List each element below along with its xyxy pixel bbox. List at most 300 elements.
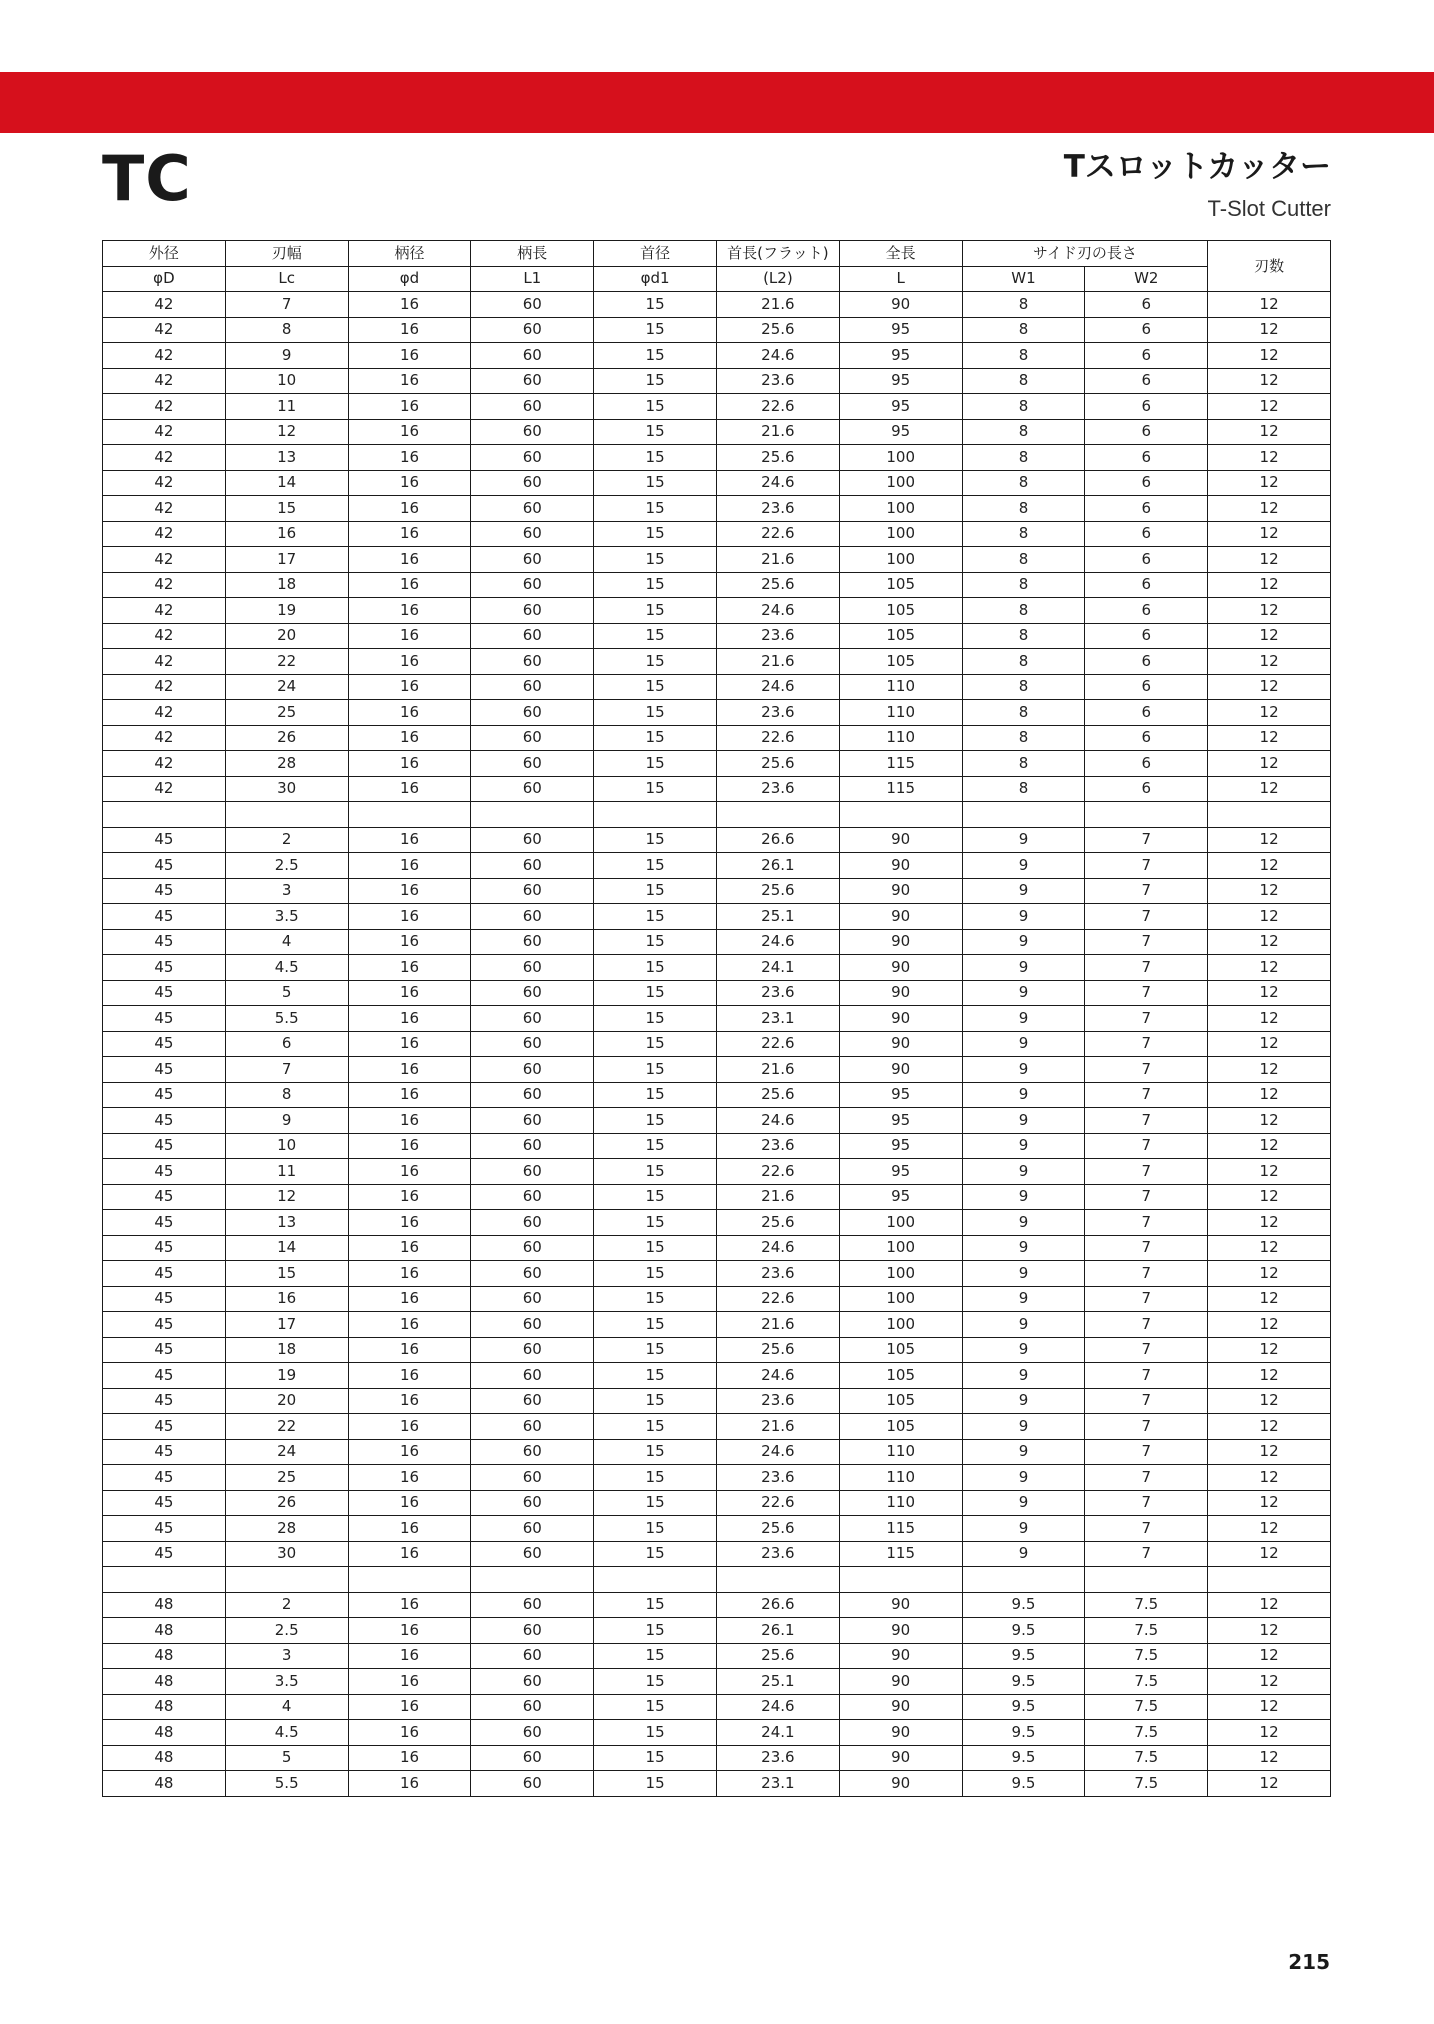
col-symbol: W2 — [1085, 266, 1208, 292]
table-cell: 12 — [1208, 1669, 1331, 1695]
table-cell: 105 — [839, 1337, 962, 1363]
table-cell — [103, 1567, 226, 1593]
table-cell: 15 — [225, 1261, 348, 1287]
table-cell: 12 — [1208, 1720, 1331, 1746]
table-cell: 12 — [1208, 1261, 1331, 1287]
table-cell: 15 — [594, 1057, 717, 1083]
table-cell: 48 — [103, 1771, 226, 1797]
table-cell: 8 — [962, 317, 1085, 343]
table-cell: 9 — [962, 929, 1085, 955]
table-cell: 95 — [839, 419, 962, 445]
col-symbol: Lc — [225, 266, 348, 292]
table-cell: 15 — [594, 980, 717, 1006]
table-cell: 60 — [471, 1133, 594, 1159]
table-cell: 45 — [103, 1286, 226, 1312]
table-cell: 12 — [1208, 598, 1331, 624]
table-cell: 25.6 — [716, 878, 839, 904]
table-cell: 7 — [1085, 1057, 1208, 1083]
table-cell: 60 — [471, 1643, 594, 1669]
table-cell: 15 — [594, 674, 717, 700]
table-cell: 42 — [103, 394, 226, 420]
table-cell: 60 — [471, 419, 594, 445]
table-cell: 15 — [594, 1006, 717, 1032]
table-cell: 105 — [839, 649, 962, 675]
table-cell: 60 — [471, 1592, 594, 1618]
table-cell: 7 — [1085, 1031, 1208, 1057]
table-cell: 9.5 — [962, 1745, 1085, 1771]
table-cell: 15 — [594, 1363, 717, 1389]
table-cell: 15 — [594, 368, 717, 394]
table-cell: 8 — [962, 419, 1085, 445]
table-cell: 15 — [594, 904, 717, 930]
table-cell: 45 — [103, 853, 226, 879]
table-cell: 10 — [225, 368, 348, 394]
table-cell: 16 — [348, 1108, 471, 1134]
table-cell: 115 — [839, 776, 962, 802]
table-cell: 60 — [471, 1465, 594, 1491]
table-cell: 16 — [348, 827, 471, 853]
table-cell: 15 — [594, 955, 717, 981]
table-cell: 16 — [348, 1618, 471, 1644]
table-cell: 15 — [594, 1082, 717, 1108]
table-cell: 42 — [103, 445, 226, 471]
table-cell: 21.6 — [716, 649, 839, 675]
table-cell: 100 — [839, 470, 962, 496]
table-cell: 6 — [1085, 776, 1208, 802]
table-row — [103, 1567, 1331, 1593]
table-cell: 15 — [594, 623, 717, 649]
table-cell: 24.6 — [716, 674, 839, 700]
table-cell: 26 — [225, 725, 348, 751]
table-cell: 15 — [594, 394, 717, 420]
table-row — [103, 292, 1331, 318]
table-cell: 90 — [839, 955, 962, 981]
table-cell: 16 — [348, 955, 471, 981]
table-cell: 16 — [348, 776, 471, 802]
col-header: 首長(フラット) — [716, 241, 839, 267]
table-cell: 16 — [348, 853, 471, 879]
table-cell: 9 — [962, 1465, 1085, 1491]
table-row — [103, 419, 1331, 445]
table-cell: 12 — [1208, 827, 1331, 853]
table-cell: 24.6 — [716, 1235, 839, 1261]
table-cell: 12 — [1208, 547, 1331, 573]
table-cell: 15 — [594, 649, 717, 675]
table-row — [103, 1388, 1331, 1414]
table-cell: 9 — [962, 955, 1085, 981]
table-cell: 15 — [594, 1516, 717, 1542]
table-cell: 16 — [348, 394, 471, 420]
table-cell: 60 — [471, 1337, 594, 1363]
table-cell: 16 — [348, 1592, 471, 1618]
table-cell: 15 — [594, 1618, 717, 1644]
table-cell: 12 — [1208, 1057, 1331, 1083]
table-row — [103, 955, 1331, 981]
table-cell: 9 — [962, 1261, 1085, 1287]
table-cell: 60 — [471, 955, 594, 981]
col-symbol: L1 — [471, 266, 594, 292]
table-cell: 15 — [594, 776, 717, 802]
table-cell: 28 — [225, 751, 348, 777]
table-row — [103, 1031, 1331, 1057]
table-cell: 22.6 — [716, 521, 839, 547]
table-cell: 12 — [1208, 1465, 1331, 1491]
table-cell: 12 — [1208, 878, 1331, 904]
table-cell: 14 — [225, 470, 348, 496]
table-cell: 7 — [1085, 1490, 1208, 1516]
table-cell: 42 — [103, 547, 226, 573]
table-cell: 16 — [348, 547, 471, 573]
table-cell: 16 — [348, 1363, 471, 1389]
table-cell: 24.1 — [716, 1720, 839, 1746]
table-cell: 16 — [348, 1643, 471, 1669]
table-row — [103, 1312, 1331, 1338]
table-cell: 60 — [471, 751, 594, 777]
table-cell: 22.6 — [716, 1286, 839, 1312]
table-cell: 9.5 — [962, 1694, 1085, 1720]
table-cell: 45 — [103, 904, 226, 930]
table-cell: 7 — [1085, 878, 1208, 904]
table-row — [103, 1235, 1331, 1261]
table-cell: 15 — [594, 1031, 717, 1057]
table-cell: 90 — [839, 1006, 962, 1032]
table-cell: 12 — [1208, 1541, 1331, 1567]
table-cell: 16 — [348, 649, 471, 675]
table-cell: 42 — [103, 343, 226, 369]
table-row — [103, 368, 1331, 394]
table-cell: 23.6 — [716, 1541, 839, 1567]
table-cell: 100 — [839, 547, 962, 573]
table-cell: 18 — [225, 1337, 348, 1363]
table-row — [103, 1108, 1331, 1134]
table-cell: 16 — [348, 1133, 471, 1159]
spec-table-body — [103, 292, 1331, 1797]
table-cell: 60 — [471, 700, 594, 726]
table-cell: 9.5 — [962, 1771, 1085, 1797]
page-number: 215 — [1288, 1950, 1330, 1974]
table-cell: 8 — [962, 521, 1085, 547]
table-cell: 12 — [1208, 1618, 1331, 1644]
table-cell: 90 — [839, 929, 962, 955]
table-cell: 60 — [471, 776, 594, 802]
table-cell: 8 — [962, 725, 1085, 751]
table-cell: 9 — [962, 1286, 1085, 1312]
table-cell: 12 — [1208, 572, 1331, 598]
table-cell: 7 — [1085, 1465, 1208, 1491]
table-cell: 9 — [962, 1159, 1085, 1185]
table-cell — [716, 1567, 839, 1593]
table-cell: 12 — [1208, 445, 1331, 471]
table-cell: 3.5 — [225, 904, 348, 930]
table-cell: 110 — [839, 1439, 962, 1465]
table-cell: 15 — [594, 1541, 717, 1567]
table-cell: 48 — [103, 1643, 226, 1669]
table-cell: 15 — [594, 292, 717, 318]
table-cell: 9 — [962, 1082, 1085, 1108]
table-cell: 42 — [103, 292, 226, 318]
table-cell: 12 — [1208, 419, 1331, 445]
table-cell: 23.1 — [716, 1006, 839, 1032]
table-cell: 15 — [594, 572, 717, 598]
table-cell: 42 — [103, 674, 226, 700]
table-cell: 25.1 — [716, 904, 839, 930]
table-cell: 60 — [471, 1235, 594, 1261]
table-cell: 12 — [1208, 470, 1331, 496]
table-cell: 15 — [594, 317, 717, 343]
table-row — [103, 700, 1331, 726]
col-header: 刃幅 — [225, 241, 348, 267]
table-cell: 7 — [1085, 1363, 1208, 1389]
table-cell: 48 — [103, 1618, 226, 1644]
table-cell: 9.5 — [962, 1669, 1085, 1695]
table-cell: 60 — [471, 598, 594, 624]
table-cell: 26.1 — [716, 1618, 839, 1644]
table-cell: 60 — [471, 827, 594, 853]
table-cell: 48 — [103, 1720, 226, 1746]
table-cell: 16 — [348, 674, 471, 700]
table-cell — [962, 802, 1085, 828]
table-cell: 100 — [839, 1286, 962, 1312]
table-cell: 45 — [103, 1337, 226, 1363]
table-row — [103, 1133, 1331, 1159]
table-row — [103, 1286, 1331, 1312]
table-cell: 10 — [225, 1133, 348, 1159]
table-cell: 115 — [839, 1516, 962, 1542]
table-cell: 16 — [348, 1516, 471, 1542]
table-cell: 5.5 — [225, 1771, 348, 1797]
table-row — [103, 470, 1331, 496]
table-cell: 7 — [225, 1057, 348, 1083]
table-cell: 16 — [348, 1490, 471, 1516]
table-cell: 20 — [225, 623, 348, 649]
table-cell: 12 — [1208, 1210, 1331, 1236]
table-cell: 12 — [225, 419, 348, 445]
table-cell: 60 — [471, 1720, 594, 1746]
table-cell: 23.6 — [716, 623, 839, 649]
table-cell: 9.5 — [962, 1643, 1085, 1669]
table-cell: 22.6 — [716, 1490, 839, 1516]
table-cell: 30 — [225, 776, 348, 802]
table-cell: 16 — [348, 1210, 471, 1236]
table-cell: 8 — [962, 343, 1085, 369]
table-cell: 9 — [962, 1057, 1085, 1083]
table-cell: 45 — [103, 1388, 226, 1414]
table-cell: 12 — [1208, 674, 1331, 700]
table-cell: 60 — [471, 1082, 594, 1108]
table-cell: 8 — [962, 572, 1085, 598]
table-row — [103, 904, 1331, 930]
table-cell: 9 — [962, 1541, 1085, 1567]
table-cell: 16 — [348, 1312, 471, 1338]
table-cell: 60 — [471, 1261, 594, 1287]
table-cell: 12 — [1208, 1771, 1331, 1797]
table-cell: 100 — [839, 1312, 962, 1338]
table-cell: 12 — [1208, 521, 1331, 547]
table-cell: 24.6 — [716, 929, 839, 955]
table-cell: 16 — [348, 904, 471, 930]
table-cell: 21.6 — [716, 419, 839, 445]
table-cell: 21.6 — [716, 292, 839, 318]
table-row — [103, 343, 1331, 369]
table-cell: 16 — [348, 980, 471, 1006]
table-row — [103, 776, 1331, 802]
table-cell: 105 — [839, 1388, 962, 1414]
table-row — [103, 853, 1331, 879]
table-cell: 90 — [839, 1720, 962, 1746]
table-row — [103, 929, 1331, 955]
table-cell: 45 — [103, 929, 226, 955]
table-row — [103, 1490, 1331, 1516]
table-cell: 9 — [962, 1210, 1085, 1236]
table-cell: 15 — [594, 1414, 717, 1440]
table-cell: 45 — [103, 1261, 226, 1287]
table-cell: 21.6 — [716, 1414, 839, 1440]
table-cell: 16 — [348, 343, 471, 369]
table-cell: 90 — [839, 980, 962, 1006]
table-cell: 3 — [225, 878, 348, 904]
table-cell: 5 — [225, 980, 348, 1006]
table-cell: 15 — [594, 1694, 717, 1720]
table-cell: 7 — [1085, 1414, 1208, 1440]
table-cell: 90 — [839, 1745, 962, 1771]
table-cell: 9 — [962, 1006, 1085, 1032]
table-cell: 9 — [962, 853, 1085, 879]
table-cell: 42 — [103, 521, 226, 547]
table-cell: 100 — [839, 1235, 962, 1261]
table-row — [103, 802, 1331, 828]
table-cell: 48 — [103, 1745, 226, 1771]
table-cell: 12 — [1208, 1006, 1331, 1032]
table-cell: 105 — [839, 572, 962, 598]
table-cell: 115 — [839, 751, 962, 777]
table-cell: 105 — [839, 1414, 962, 1440]
table-cell: 60 — [471, 1286, 594, 1312]
table-cell: 6 — [1085, 674, 1208, 700]
table-row — [103, 1006, 1331, 1032]
table-cell: 24.6 — [716, 470, 839, 496]
table-cell: 25.6 — [716, 1210, 839, 1236]
table-cell: 60 — [471, 343, 594, 369]
table-cell: 2.5 — [225, 1618, 348, 1644]
col-header: 柄径 — [348, 241, 471, 267]
table-cell: 60 — [471, 1516, 594, 1542]
table-cell: 45 — [103, 878, 226, 904]
table-cell: 45 — [103, 1082, 226, 1108]
table-cell: 25.6 — [716, 445, 839, 471]
table-cell: 12 — [1208, 394, 1331, 420]
table-cell: 16 — [348, 1669, 471, 1695]
table-cell: 12 — [1208, 776, 1331, 802]
table-cell: 4 — [225, 1694, 348, 1720]
table-cell: 16 — [348, 1388, 471, 1414]
table-row — [103, 878, 1331, 904]
table-cell — [348, 1567, 471, 1593]
table-cell: 45 — [103, 1031, 226, 1057]
table-cell: 45 — [103, 1312, 226, 1338]
table-cell — [1208, 802, 1331, 828]
table-cell: 21.6 — [716, 1057, 839, 1083]
table-cell: 15 — [594, 445, 717, 471]
table-cell: 23.6 — [716, 1133, 839, 1159]
table-cell: 12 — [1208, 1439, 1331, 1465]
table-cell: 8 — [962, 623, 1085, 649]
table-cell: 60 — [471, 496, 594, 522]
table-cell: 16 — [348, 1414, 471, 1440]
table-cell: 12 — [1208, 343, 1331, 369]
col-symbol: L — [839, 266, 962, 292]
table-cell: 16 — [348, 1771, 471, 1797]
table-cell: 48 — [103, 1592, 226, 1618]
table-cell: 42 — [103, 776, 226, 802]
table-cell: 9.5 — [962, 1618, 1085, 1644]
table-cell: 105 — [839, 598, 962, 624]
table-cell: 6 — [1085, 317, 1208, 343]
table-cell: 8 — [962, 674, 1085, 700]
table-cell: 45 — [103, 1210, 226, 1236]
table-cell: 24.1 — [716, 955, 839, 981]
table-cell: 7 — [1085, 1082, 1208, 1108]
table-row — [103, 1057, 1331, 1083]
table-row — [103, 1261, 1331, 1287]
table-cell: 8 — [962, 445, 1085, 471]
table-cell: 23.6 — [716, 368, 839, 394]
table-cell: 6 — [1085, 649, 1208, 675]
table-cell: 60 — [471, 394, 594, 420]
table-cell: 24.6 — [716, 1439, 839, 1465]
table-cell: 18 — [225, 572, 348, 598]
table-cell: 15 — [594, 1133, 717, 1159]
table-cell: 42 — [103, 700, 226, 726]
table-cell: 12 — [1208, 1643, 1331, 1669]
table-cell — [225, 802, 348, 828]
table-cell: 60 — [471, 572, 594, 598]
table-row — [103, 1643, 1331, 1669]
table-cell: 95 — [839, 368, 962, 394]
table-row — [103, 674, 1331, 700]
table-cell: 42 — [103, 572, 226, 598]
table-cell: 12 — [1208, 929, 1331, 955]
table-cell: 60 — [471, 1312, 594, 1338]
table-cell: 16 — [348, 1031, 471, 1057]
table-cell: 8 — [225, 317, 348, 343]
table-cell: 16 — [348, 368, 471, 394]
table-cell: 45 — [103, 1439, 226, 1465]
table-cell: 12 — [1208, 1235, 1331, 1261]
table-cell: 16 — [348, 317, 471, 343]
table-cell: 90 — [839, 1031, 962, 1057]
table-cell: 60 — [471, 470, 594, 496]
table-cell: 16 — [225, 521, 348, 547]
table-cell: 15 — [594, 1159, 717, 1185]
table-row — [103, 623, 1331, 649]
table-cell: 95 — [839, 1159, 962, 1185]
table-cell: 60 — [471, 1159, 594, 1185]
table-cell: 22.6 — [716, 725, 839, 751]
table-cell: 26 — [225, 1490, 348, 1516]
table-cell: 21.6 — [716, 547, 839, 573]
table-cell: 60 — [471, 1618, 594, 1644]
table-row — [103, 394, 1331, 420]
table-cell: 12 — [1208, 1516, 1331, 1542]
table-cell: 26.6 — [716, 827, 839, 853]
table-cell: 12 — [1208, 649, 1331, 675]
table-cell: 90 — [839, 1592, 962, 1618]
table-cell: 16 — [348, 1082, 471, 1108]
table-cell: 9.5 — [962, 1592, 1085, 1618]
table-cell: 60 — [471, 292, 594, 318]
table-cell: 7 — [1085, 853, 1208, 879]
table-cell: 12 — [1208, 955, 1331, 981]
